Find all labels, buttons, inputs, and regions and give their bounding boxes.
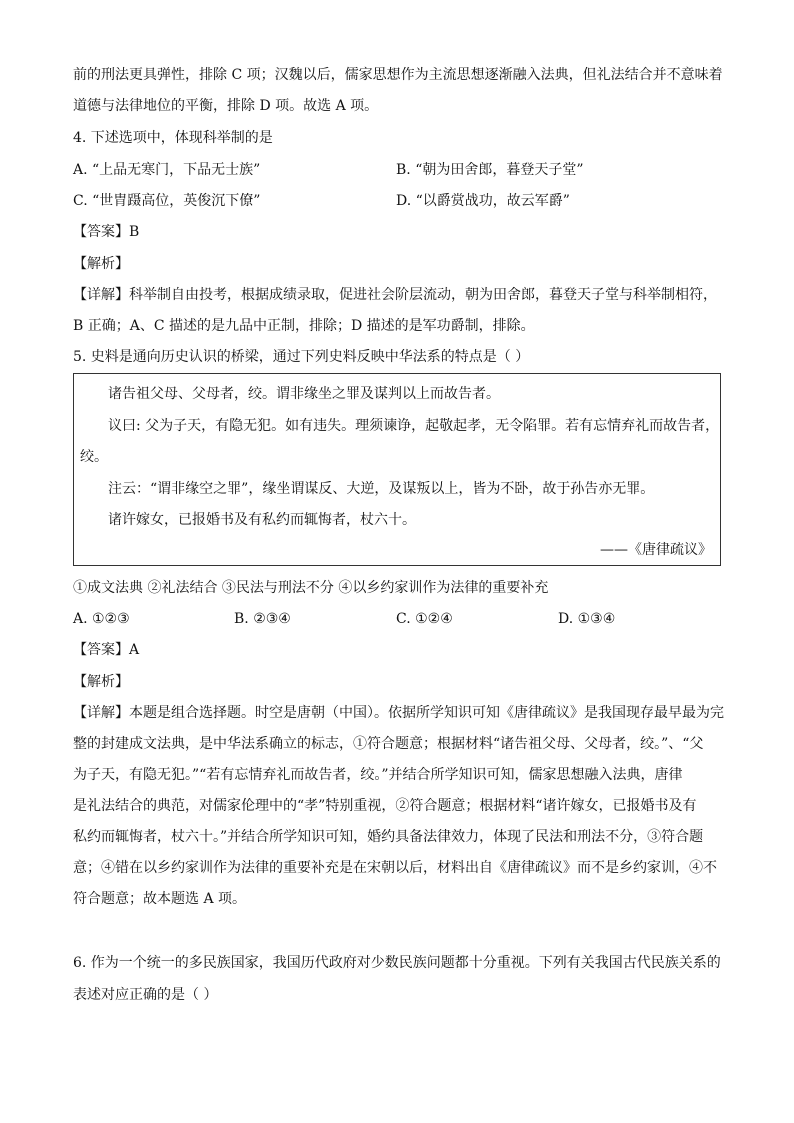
quote-line-5: 诸许嫁女，已报婚书及有私约而辄悔者，杖六十。 (108, 512, 416, 528)
question-5-stem: 5. 史料是通向历史认识的桥梁，通过下列史料反映中华法系的特点是（ ） (73, 349, 530, 365)
question-5-detail-line-2: 整的封建成文法典，是中华法系确立的标志，①符合题意；根据材料“诸告祖父母、父母者，绞。”、“父 (73, 736, 704, 752)
question-4-option-a: A. “上品无寒门，下品无士族” (73, 162, 261, 178)
quote-line-3: 绞。 (80, 449, 108, 465)
question-4-detail-line-1: 【详解】科举制自由投考，根据成绩录取，促进社会阶层流动，朝为田舍郎，暮登天子堂与科举制相符， (73, 287, 717, 303)
question-5-option-d: D. ①③④ (558, 611, 616, 627)
question-5-analysis-tag: 【解析】 (73, 674, 129, 690)
quote-line-2: 议曰: 父为子天，有隐无犯。如有违失。理须谏诤，起敬起孝，无令陷罪。若有忘情弃礼而故告者， (108, 418, 720, 434)
question-5-detail-line-4: 是礼法结合的典范，对儒家伦理中的“孝”特别重视，②符合题意；根据材料“诸许嫁女，已报婚书及有 (73, 798, 697, 814)
question-5-option-c: C. ①②④ (396, 611, 453, 627)
source-material-box (73, 373, 721, 566)
question-5-detail-line-3: 为子天，有隐无犯。”“若有忘情弃礼而故告者，绞。”并结合所学知识可知，儒家思想融入法典，唐律 (73, 767, 683, 783)
question-4-stem: 4. 下述选项中，体现科举制的是 (73, 130, 273, 146)
question-6-stem-line-1: 6. 作为一个统一的多民族国家，我国历代政府对少数民族问题都十分重视。下列有关我国古代民族关系的 (73, 955, 721, 971)
question-4-option-d: D. “以爵赏战功，故云军爵” (396, 193, 570, 209)
question-4-option-b: B. “朝为田舍郎，暮登天子堂” (396, 162, 584, 178)
question-4-analysis-tag: 【解析】 (73, 256, 129, 272)
quote-source: ——《唐律疏议》 (600, 542, 712, 558)
question-6-stem-line-2: 表述对应正确的是（ ） (73, 987, 218, 1003)
prev-explanation-line-1: 前的刑法更具弹性，排除 C 项；汉魏以后，儒家思想作为主流思想逐渐融入法典，但礼法结合并不意味着 (73, 67, 723, 83)
question-4-answer: 【答案】B (73, 224, 140, 240)
question-5-option-a: A. ①②③ (73, 611, 130, 627)
question-5-detail-line-6: 意；④错在以乡约家训作为法律的重要补充是在宋朝以后，材料出自《唐律疏议》而不是乡约家训，④不 (73, 860, 717, 876)
question-5-items: ①成文法典 ②礼法结合 ③民法与刑法不分 ④以乡约家训作为法律的重要补充 (73, 580, 549, 596)
prev-explanation-line-2: 道德与法律地位的平衡，排除 D 项。故选 A 项。 (73, 98, 379, 114)
quote-line-1: 诸告祖父母、父母者，绞。谓非缘坐之罪及谋判以上而故告者。 (108, 386, 500, 402)
question-5-detail-line-5: 私约而辄悔者，杖六十。”并结合所学知识可知，婚约具备法律效力，体现了民法和刑法不分，③符合题 (73, 829, 704, 845)
question-5-detail-line-1: 【详解】本题是组合选择题。时空是唐朝（中国）。依据所学知识可知《唐律疏议》是我国现存最早最为完 (73, 705, 724, 721)
question-5-answer: 【答案】A (73, 642, 140, 658)
question-5-option-b: B. ②③④ (234, 611, 291, 627)
quote-line-4: 注云：“谓非缘空之罪”，缘坐谓谋反、大逆，及谋叛以上，皆为不卧，故于孙告亦无罪。 (108, 481, 655, 497)
question-4-option-c: C. “世胄蹑高位，英俊沉下僚” (73, 193, 261, 209)
question-4-detail-line-2: B 正确；A、C 描述的是九品中正制，排除；D 描述的是军功爵制，排除。 (73, 318, 535, 334)
question-5-detail-line-7: 符合题意；故本题选 A 项。 (73, 891, 247, 907)
